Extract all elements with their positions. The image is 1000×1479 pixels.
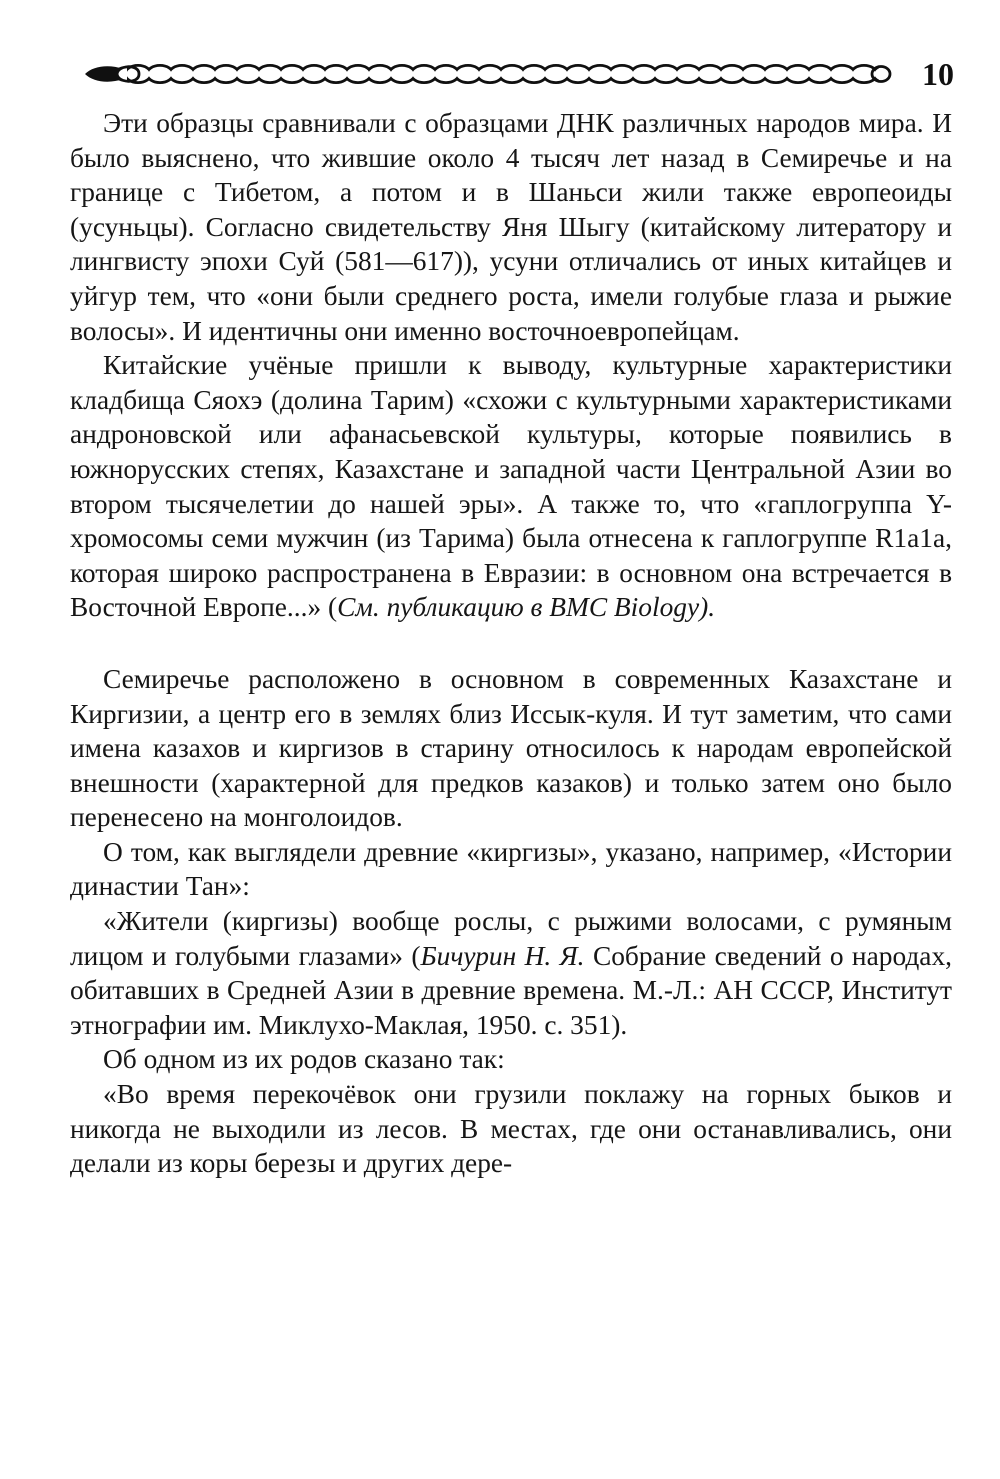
paragraph-text-italic: См. публикацию в BMC Biology).: [337, 592, 716, 623]
paragraph-text: Китайские учёные пришли к выводу, культурные характеристики кладбища Сяохэ (долина Тарим) «схожи с культурными характеристиками андроновской или афанасьевской культуры, которые появились в южнорусских степях, Казахстане и западной части Центральной Азии во втором тысячелетии до нашей эры». А также то, что «гаплогруппа Y-хромосомы семи мужчин (из Тарима) была отнесена к гаплогруппе R1a1a, которая широко распространена в Евразии: в основном она встречается в Восточной Европе...» (: [70, 350, 952, 623]
paragraph-text: О том, как выглядели древние «киргизы», указано, например, «Истории династии Тан»:: [70, 836, 952, 902]
paragraph: [70, 662, 952, 835]
chain-ornament-icon: [76, 60, 900, 88]
paragraph-text: «Жители (киргизы) вообще рослы, с рыжими волосами, с румяным лицом и голубыми глазами» (: [70, 906, 952, 971]
paragraph: [70, 106, 952, 348]
paragraph-text: «Во время перекочёвок они грузили поклажу на горных быков и никогда не выходили из лесов. В местах, где они останавливались, они делали из коры березы и других дере-: [70, 1079, 952, 1179]
paragraph: [70, 348, 952, 625]
paragraph: [70, 904, 952, 1042]
paragraph-text: Эти образцы сравнивали с образцами ДНК различных народов мира. И было выяснено, что жившие около 4 тысяч лет назад в Семиречье и на границе с Тибетом, а потом и в Шаньси жили также европеоиды (усуньцы). Согласно свидетельству Яня Шыгу (китайскому литератору и лингвисту эпохи Суй (581—617)), усуни отличались от иных китайцев и уйгур тем, что «они были среднего роста, имели голубые глаза и рыжие волосы». И идентичны они именно восточноевропейцам.: [70, 108, 952, 346]
paragraph-text-italic: Бичурин Н. Я.: [420, 940, 585, 971]
paragraph-text: Об одном из их родов сказано так:: [103, 1044, 505, 1075]
page-text: [70, 106, 952, 1181]
paragraph: [70, 1077, 952, 1181]
paragraph-text: Собрание сведений о народах, обитавших в Средней Азии в древние времена. М.-Л.: АН СССР, Институт этнографии им. Миклухо-Маклая, 1950. с. 351).: [70, 940, 952, 1040]
page-number: 10: [922, 56, 954, 92]
paragraph: [70, 1042, 952, 1077]
paragraph-text: Семиречье расположено в основном в современных Казахстане и Киргизии, а центр его в землях близ Иссык-куля. И тут заметим, что сами имена казахов и киргизов в старину относилось к народам европейской внешности (характерной для предков казаков) и только затем оно было перенесено на монголоидов.: [70, 663, 952, 833]
paragraph: [70, 835, 952, 904]
page-header: [76, 56, 954, 92]
